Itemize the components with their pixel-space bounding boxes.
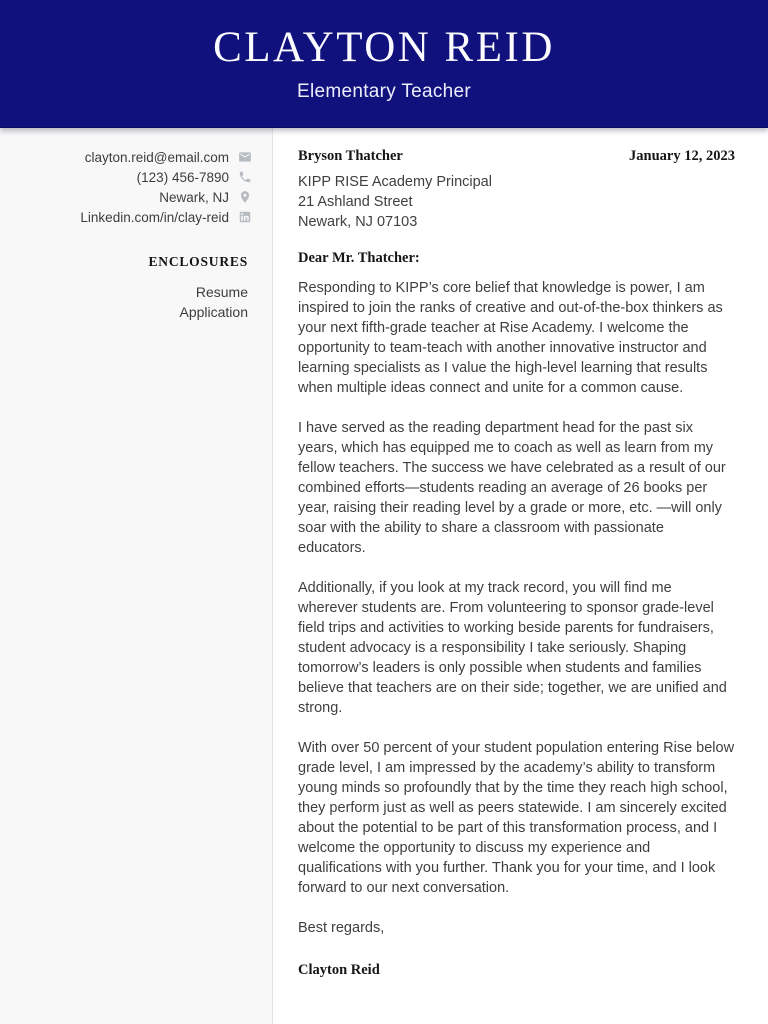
contact-linkedin-text: Linkedin.com/in/clay-reid bbox=[80, 209, 229, 225]
letter-date: January 12, 2023 bbox=[629, 148, 735, 164]
location-pin-icon bbox=[238, 190, 252, 204]
salutation: Dear Mr. Thatcher: bbox=[298, 250, 420, 266]
enclosure-item-application: Application bbox=[179, 304, 248, 320]
closing: Best regards, bbox=[298, 920, 385, 936]
contact-phone-text: (123) 456-7890 bbox=[136, 169, 229, 185]
enclosures-heading: ENCLOSURES bbox=[148, 254, 248, 269]
body-paragraph-1: Responding to KIPP’s core belief that knowledge is power, I am inspired to join the ranks of creative and out-of-the-box thinkers as your next fifth-grade teacher at Rise Academy. I welcome the opportunity to team-teach with another innovative instructor and learning specialists as I value the high-level learning that results when multiple ideas connect and unite for a common cause. bbox=[298, 280, 723, 396]
enclosure-item-resume: Resume bbox=[195, 284, 248, 300]
body-paragraph-3: Additionally, if you look at my track record, you will find me wherever students are. From volunteering to sponsor grade-level field trips and activities to working beside parents for fundraisers, student advocacy is a responsibility I take seriously. Shaping tomorrow’s leaders is only possible when students and families believe that teachers are on their side; together, we are unified and strong. bbox=[298, 580, 727, 716]
linkedin-icon bbox=[238, 210, 252, 224]
address-line: KIPP RISE Academy Principal bbox=[298, 174, 492, 190]
letter-body bbox=[273, 128, 768, 1024]
contact-linkedin bbox=[0, 207, 272, 227]
body-paragraph-4: With over 50 percent of your student population entering Rise below grade level, I am impressed by the academy’s ability to transform young minds so profoundly that by the time they reach high school, they perform just as well as peers statewide. I am sincerely excited about the potential to be part of this transformation process, and I welcome the opportunity to discuss my experience and qualifications with you further. Thank you for your time, and I look forward to our next conversation. bbox=[298, 740, 735, 896]
address-line: 21 Ashland Street bbox=[298, 194, 413, 210]
content-area bbox=[0, 128, 768, 1024]
contact-email-text: clayton.reid@email.com bbox=[84, 149, 229, 165]
address-line: Newark, NJ 07103 bbox=[298, 214, 418, 230]
contact-location bbox=[0, 187, 272, 207]
contact-email bbox=[0, 147, 272, 167]
candidate-name: CLAYTON REID bbox=[213, 24, 555, 71]
email-icon bbox=[238, 150, 252, 164]
contact-list bbox=[0, 147, 272, 227]
letter-head-row bbox=[298, 146, 735, 166]
body-paragraph-2: I have served as the reading department head for the past six years, which has equipped me to coach as well as learn from my fellow teachers. The success we have celebrated as a result of our combined efforts—students reading an average of 26 books per year, raising their reading level by a grade or more, etc. —will only soar with the ability to share a classroom with passionate educators. bbox=[298, 420, 726, 556]
recipient-address bbox=[298, 172, 735, 232]
signature: Clayton Reid bbox=[298, 962, 380, 978]
contact-location-text: Newark, NJ bbox=[159, 189, 229, 205]
sidebar bbox=[0, 128, 273, 1024]
header-banner bbox=[0, 0, 768, 128]
candidate-job-title: Elementary Teacher bbox=[296, 81, 472, 102]
enclosure-list bbox=[0, 282, 248, 322]
contact-phone bbox=[0, 167, 272, 187]
phone-icon bbox=[238, 170, 252, 184]
enclosures-section bbox=[0, 254, 272, 322]
recipient-name: Bryson Thatcher bbox=[298, 148, 403, 164]
